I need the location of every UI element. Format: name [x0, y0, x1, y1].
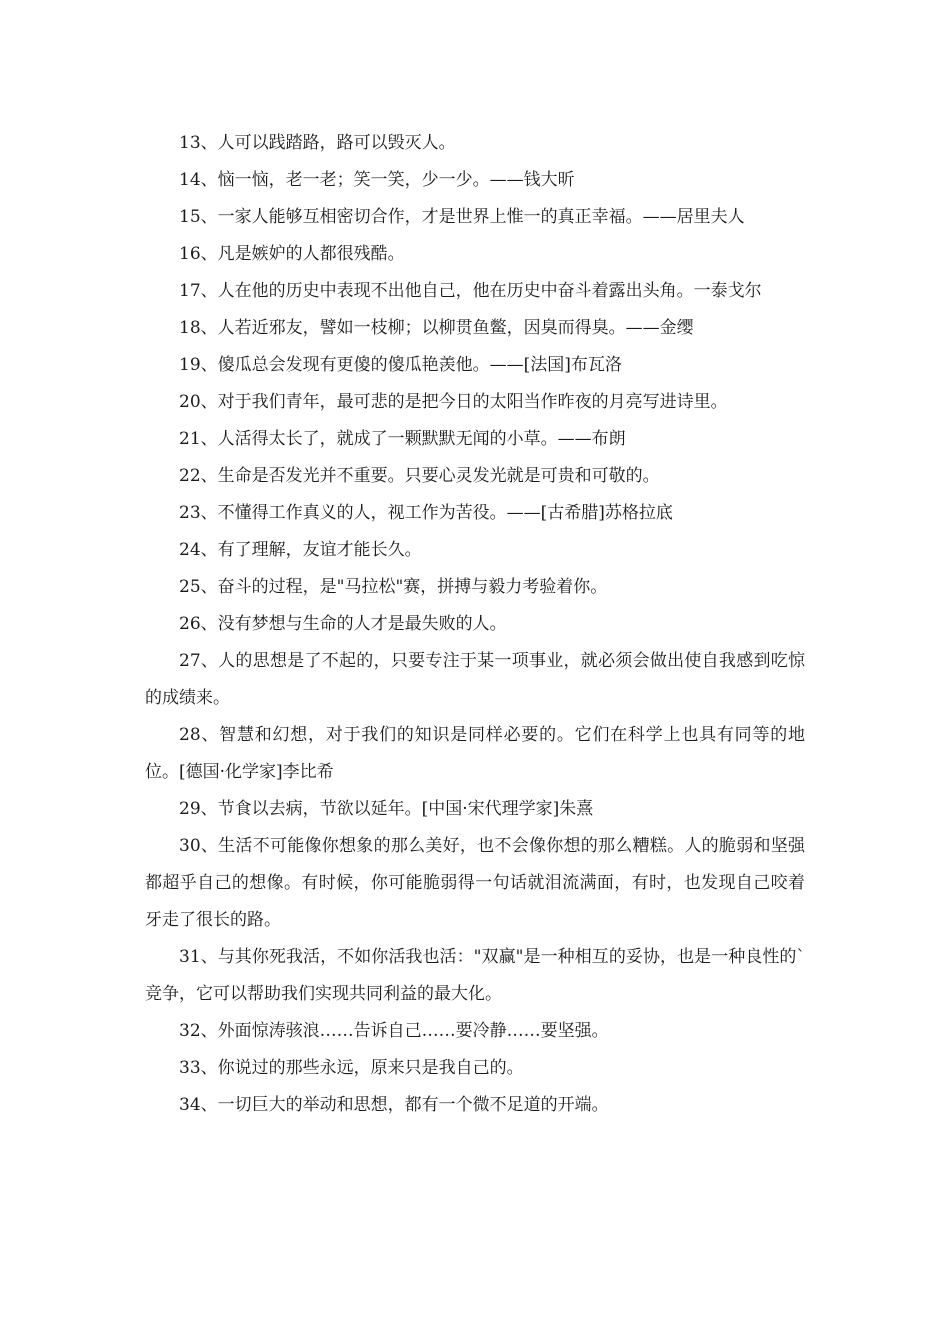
- quote-paragraph: 25、奋斗的过程，是"马拉松"赛，拼搏与毅力考验着你。: [179, 577, 608, 597]
- quote-paragraph: 21、人活得太长了，就成了一颗默默无闻的小草。——布朗: [179, 429, 626, 449]
- quote-paragraph: 19、傻瓜总会发现有更傻的傻瓜艳羡他。——[法国]布瓦洛: [179, 355, 622, 375]
- quote-paragraph: 15、一家人能够互相密切合作，才是世界上惟一的真正幸福。——居里夫人: [179, 207, 745, 227]
- quote-paragraph: 24、有了理解，友谊才能长久。: [179, 540, 422, 560]
- quote-paragraph: 14、恼一恼，老一老；笑一笑，少一少。——钱大昕: [179, 170, 575, 190]
- quote-paragraph: 18、人若近邪友，譬如一枝柳；以柳贯鱼鳖，因臭而得臭。——金缨: [179, 318, 694, 338]
- quote-paragraph: 23、不懂得工作真义的人，视工作为苦役。——[古希腊]苏格拉底: [179, 503, 673, 523]
- quote-paragraph: 22、生命是否发光并不重要。只要心灵发光就是可贵和可敬的。: [179, 466, 660, 486]
- quote-paragraph: 33、你说过的那些永远，原来只是我自己的。: [179, 1058, 524, 1078]
- quote-paragraph: 34、一切巨大的举动和思想，都有一个微不足道的开端。: [179, 1095, 609, 1115]
- quote-paragraph: 16、凡是嫉妒的人都很残酷。: [179, 244, 405, 264]
- quote-paragraph: 30、生活不可能像你想象的那么美好，也不会像你想的那么糟糕。人的脆弱和坚强都超乎自己的想像。有时候，你可能脆弱得一句话就泪流满面，有时，也发现自己咬着牙走了很长的路。: [145, 836, 805, 930]
- quote-paragraph: 32、外面惊涛骇浪……告诉自己……要冷静……要坚强。: [179, 1021, 609, 1041]
- quote-paragraph: 28、智慧和幻想，对于我们的知识是同样必要的。它们在科学上也具有同等的地位。[德国·化学家]李比希: [145, 725, 805, 782]
- quote-paragraph: 20、对于我们青年，最可悲的是把今日的太阳当作昨夜的月亮写进诗里。: [179, 392, 728, 412]
- quote-paragraph: 29、节食以去病，节欲以延年。[中国·宋代理学家]朱熹: [179, 799, 594, 819]
- quote-paragraph: 27、人的思想是了不起的，只要专注于某一项事业，就必须会做出使自我感到吃惊的成绩来。: [145, 651, 805, 708]
- quote-paragraph: 31、与其你死我活，不如你活我也活："双赢"是一种相互的妥协，也是一种良性的`竞争，它可以帮助我们实现共同利益的最大化。: [145, 947, 805, 1004]
- quote-paragraph: 17、人在他的历史中表现不出他自己，他在历史中奋斗着露出头角。一泰戈尔: [179, 281, 762, 301]
- document-page: [145, 125, 805, 1124]
- quote-paragraph: 26、没有梦想与生命的人才是最失败的人。: [179, 614, 507, 634]
- quote-paragraph: 13、人可以践踏路，路可以毁灭人。: [179, 133, 456, 153]
